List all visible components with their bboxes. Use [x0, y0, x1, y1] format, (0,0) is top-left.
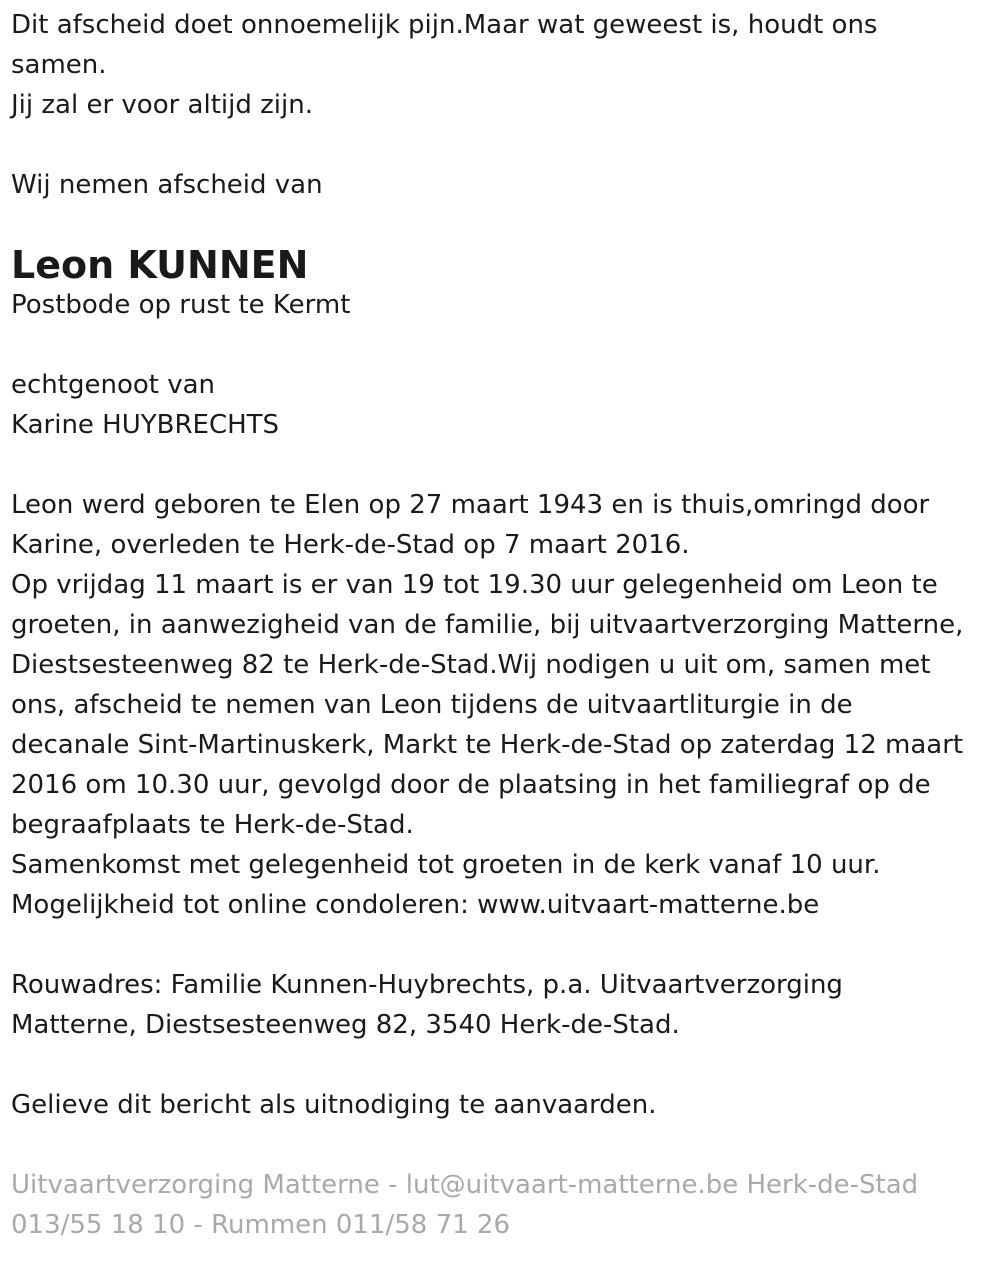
opening-line-1: Dit afscheid doet onnoemelijk pijn.Maar wat geweest is, houdt ons — [11, 10, 878, 40]
body-line: Samenkomst met gelegenheid tot groeten in de kerk vanaf 10 uur. — [11, 850, 881, 880]
spacer — [11, 325, 996, 365]
condolence-line: Mogelijkheid tot online condoleren: www.uitvaart-matterne.be — [11, 890, 820, 920]
spacer — [11, 205, 996, 245]
body-line: Karine, overleden te Herk-de-Stad op 7 maart 2016. — [11, 530, 690, 560]
body-line: Op vrijdag 11 maart is er van 19 tot 19.30 uur gelegenheid om Leon te — [11, 570, 938, 600]
spouse-name: Karine HUYBRECHTS — [11, 410, 280, 440]
deceased-occupation: Postbode op rust te Kermt — [11, 290, 351, 320]
address-line-1: Rouwadres: Familie Kunnen-Huybrechts, p.a. Uitvaartverzorging — [11, 970, 843, 1000]
spacer — [11, 1125, 996, 1165]
body-line: groeten, in aanwezigheid van de familie, bij uitvaartverzorging Matterne, — [11, 610, 964, 640]
opening-line-2: samen. — [11, 50, 107, 80]
spacer — [11, 925, 996, 965]
opening-line-3: Jij zal er voor altijd zijn. — [11, 90, 313, 120]
body-line: decanale Sint-Martinuskerk, Markt te Herk-de-Stad op zaterdag 12 maart — [11, 730, 964, 760]
body-line: Diestsesteenweg 82 te Herk-de-Stad.Wij nodigen u uit om, samen met — [11, 650, 931, 680]
body-line: 2016 om 10.30 uur, gevolgd door de plaatsing in het familiegraf op de — [11, 770, 931, 800]
intro-text: Wij nemen afscheid van — [11, 170, 323, 200]
obituary-notice — [11, 5, 996, 1245]
spacer — [11, 1045, 996, 1085]
footer-line-1: Uitvaartverzorging Matterne - lut@uitvaart-matterne.be Herk-de-Stad — [11, 1170, 919, 1200]
body-line: begraafplaats te Herk-de-Stad. — [11, 810, 414, 840]
spouse-relation: echtgenoot van — [11, 370, 216, 400]
footer-line-2: 013/55 18 10 - Rummen 011/58 71 26 — [11, 1210, 511, 1240]
spacer — [11, 125, 996, 165]
body-line: Leon werd geboren te Elen op 27 maart 1943 en is thuis,omringd door — [11, 490, 930, 520]
deceased-name: Leon KUNNEN — [11, 243, 309, 287]
body-line: ons, afscheid te nemen van Leon tijdens de uitvaartliturgie in de — [11, 690, 853, 720]
closing-text: Gelieve dit bericht als uitnodiging te aanvaarden. — [11, 1090, 657, 1120]
spacer — [11, 445, 996, 485]
address-line-2: Matterne, Diestsesteenweg 82, 3540 Herk-de-Stad. — [11, 1010, 680, 1040]
